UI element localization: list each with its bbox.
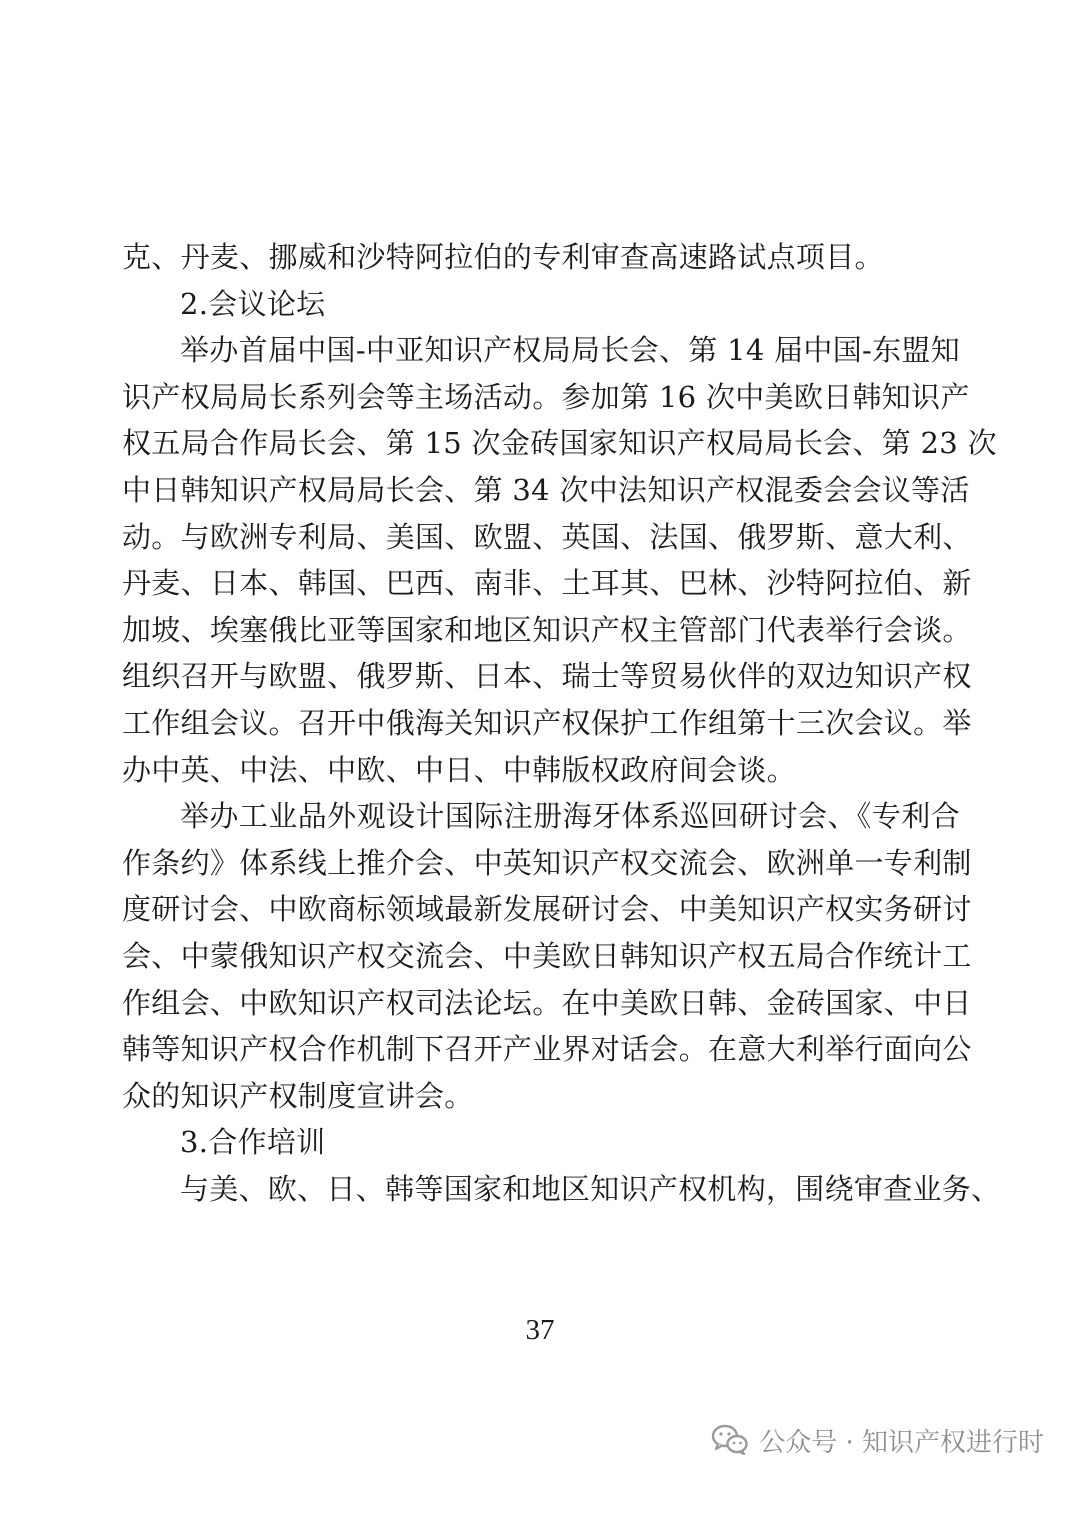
text-line: 举办首届中国-中亚知识产权局局长会、第 14 届中国-东盟知 xyxy=(180,333,960,368)
text-line: 动。与欧洲专利局、美国、欧盟、英国、法国、俄罗斯、意大利、 xyxy=(122,519,972,554)
wechat-icon xyxy=(711,1424,749,1456)
text-line: 识产权局局长系列会等主场活动。参加第 16 次中美欧日韩知识产 xyxy=(122,379,970,414)
text-line: 工作组会议。召开中俄海关知识产权保护工作组第十三次会议。举 xyxy=(122,705,972,740)
text-line: 度研讨会、中欧商标领域最新发展研讨会、中美知识产权实务研讨 xyxy=(122,892,972,927)
text-line: 与美、欧、日、韩等国家和地区知识产权机构，围绕审查业务、 xyxy=(180,1171,1001,1206)
text-line: 权五局合作局长会、第 15 次金砖国家知识产权局局长会、第 23 次 xyxy=(122,426,997,461)
wechat-watermark xyxy=(711,1420,1044,1460)
text-line: 作条约》体系线上推介会、中英知识产权交流会、欧洲单一专利制 xyxy=(122,845,972,880)
text-line: 丹麦、日本、韩国、巴西、南非、土耳其、巴林、沙特阿拉伯、新 xyxy=(122,566,972,601)
section-heading: 3.合作培训 xyxy=(180,1125,326,1160)
text-line: 会、中蒙俄知识产权交流会、中美欧日韩知识产权五局合作统计工 xyxy=(122,938,972,973)
text-line: 韩等知识产权合作机制下召开产业界对话会。在意大利举行面向公 xyxy=(122,1032,972,1067)
body-text xyxy=(122,234,1001,1212)
text-line: 办中英、中法、中欧、中日、中韩版权政府间会谈。 xyxy=(122,752,796,787)
watermark-text: 公众号 · 知识产权进行时 xyxy=(759,1427,1044,1458)
text-line: 组织召开与欧盟、俄罗斯、日本、瑞士等贸易伙伴的双边知识产权 xyxy=(122,659,972,694)
text-line: 克、丹麦、挪威和沙特阿拉伯的专利审查高速路试点项目。 xyxy=(122,240,884,274)
page-number: 37 xyxy=(525,1314,555,1346)
text-line: 举办工业品外观设计国际注册海牙体系巡回研讨会、《专利合 xyxy=(180,799,960,834)
text-line: 加坡、埃塞俄比亚等国家和地区知识产权主管部门代表举行会谈。 xyxy=(122,612,972,647)
text-line: 众的知识产权制度宣讲会。 xyxy=(122,1078,474,1113)
section-heading: 2.会议论坛 xyxy=(180,286,326,321)
text-line: 中日韩知识产权局局长会、第 34 次中法知识产权混委会会议等活 xyxy=(122,472,970,507)
text-line: 作组会、中欧知识产权司法论坛。在中美欧日韩、金砖国家、中日 xyxy=(122,985,972,1020)
